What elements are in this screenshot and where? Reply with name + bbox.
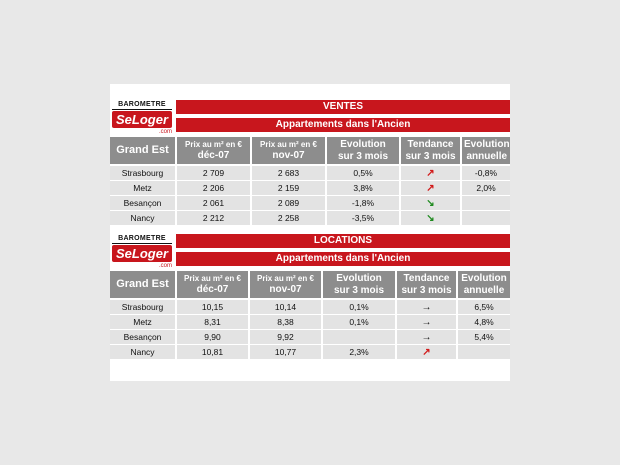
header-trend [401,137,460,164]
ventes-title: VENTES [176,100,510,114]
header-price-nov [252,137,325,164]
ventes-subtitle: Appartements dans l'Ancien [176,118,510,132]
header-price-nov [250,271,321,298]
header-price-nov-l2: nov-07 [269,283,302,295]
locations-title: LOCATIONS [176,234,510,248]
cell-price-nov: 2 089 [252,196,325,210]
logo-barometre-text: BAROMETRE [112,235,172,244]
cell-city: Strasbourg [110,300,175,314]
cell-trend [397,330,456,344]
trend-up-arrow-icon: ↗ [426,168,435,179]
cell-price-dec: 2 709 [177,166,250,180]
trend-flat-arrow-icon: → [421,302,432,313]
header-price-dec-l2: déc-07 [196,283,229,295]
cell-price-nov: 8,38 [250,315,321,329]
header-price-dec-l1: Prix au m² en € [184,273,241,283]
cell-evol3: -1,8% [327,196,399,210]
header-evol-year-l2: annuelle [463,284,505,296]
logo-barometre-text: BAROMETRE [112,101,172,110]
cell-city: Besançon [110,196,175,210]
header-evol-year-l1: Evolution [461,272,507,284]
header-evol3-l1: Evolution [340,138,386,150]
cell-evol3: 2,3% [323,345,395,359]
cell-price-nov: 9,92 [250,330,321,344]
cell-price-nov: 10,14 [250,300,321,314]
header-price-dec-l1: Prix au m² en € [185,139,242,149]
cell-evol-year: 2,0% [462,181,510,195]
header-evol3 [327,137,399,164]
header-evol-year [462,137,510,164]
cell-city: Strasbourg [110,166,175,180]
cell-evol3: 0,1% [323,300,395,314]
header-trend-l1: Tendance [407,138,454,150]
trend-flat-arrow-icon: → [421,317,432,328]
header-trend-l2: sur 3 mois [405,150,456,162]
header-evol-year-l1: Evolution [464,138,510,150]
header-price-dec-l2: déc-07 [197,149,230,161]
cell-price-nov: 2 683 [252,166,325,180]
header-evol-year-l2: annuelle [466,150,508,162]
trend-up-arrow-icon: ↗ [426,183,435,194]
header-region-label: Grand Est [116,278,169,290]
logo-suffix-text: .com [158,129,172,135]
ventes-block [110,100,510,225]
header-trend-l2: sur 3 mois [401,284,452,296]
cell-price-dec: 9,90 [177,330,248,344]
logo-suffix-text: .com [158,263,172,269]
seloger-logo [110,100,174,136]
cell-city: Metz [110,315,175,329]
cell-trend [401,181,460,195]
cell-evol-year [462,196,510,210]
header-region [110,271,175,298]
cell-price-dec: 8,31 [177,315,248,329]
header-price-nov-l1: Prix au m² en € [257,273,314,283]
cell-city: Nancy [110,211,175,225]
cell-price-nov: 2 258 [252,211,325,225]
trend-down-arrow-icon: ↘ [426,198,435,209]
header-evol3-l1: Evolution [336,272,382,284]
cell-city: Besançon [110,330,175,344]
header-trend [397,271,456,298]
seloger-logo-2 [110,234,174,270]
cell-evol-year [458,345,510,359]
header-price-dec [177,137,250,164]
cell-price-dec: 10,81 [177,345,248,359]
cell-evol-year: -0,8% [462,166,510,180]
cell-evol3: 0,5% [327,166,399,180]
cell-trend [397,345,456,359]
cell-evol-year [462,211,510,225]
header-evol3-l2: sur 3 mois [337,150,389,162]
header-region [110,137,175,164]
cell-city: Nancy [110,345,175,359]
cell-price-dec: 2 206 [177,181,250,195]
locations-subtitle: Appartements dans l'Ancien [176,252,510,266]
cell-trend [401,196,460,210]
cell-price-dec: 10,15 [177,300,248,314]
cell-trend [401,211,460,225]
header-evol3 [323,271,395,298]
header-price-dec [177,271,248,298]
cell-evol3: 0,1% [323,315,395,329]
header-price-nov-l1: Prix au m² en € [260,139,317,149]
cell-evol-year: 4,8% [458,315,510,329]
header-evol3-l2: sur 3 mois [333,284,385,296]
cell-evol3: -3,5% [327,211,399,225]
trend-down-arrow-icon: ↘ [426,213,435,224]
cell-trend [397,315,456,329]
cell-evol3 [323,330,395,344]
cell-price-nov: 2 159 [252,181,325,195]
locations-block [110,234,510,364]
logo-brand-text: SeLoger [112,245,172,262]
trend-flat-arrow-icon: → [421,332,432,343]
logo-brand-text: SeLoger [112,111,172,128]
cell-evol-year: 5,4% [458,330,510,344]
trend-up-arrow-icon: ↗ [422,347,431,358]
header-trend-l1: Tendance [403,272,450,284]
cell-price-dec: 2 212 [177,211,250,225]
cell-trend [401,166,460,180]
cell-evol-year: 6,5% [458,300,510,314]
cell-city: Metz [110,181,175,195]
cell-price-nov: 10,77 [250,345,321,359]
header-region-label: Grand Est [116,144,169,156]
barometer-panel [110,84,510,381]
header-evol-year [458,271,510,298]
cell-trend [397,300,456,314]
header-price-nov-l2: nov-07 [272,149,305,161]
cell-evol3: 3,8% [327,181,399,195]
cell-price-dec: 2 061 [177,196,250,210]
